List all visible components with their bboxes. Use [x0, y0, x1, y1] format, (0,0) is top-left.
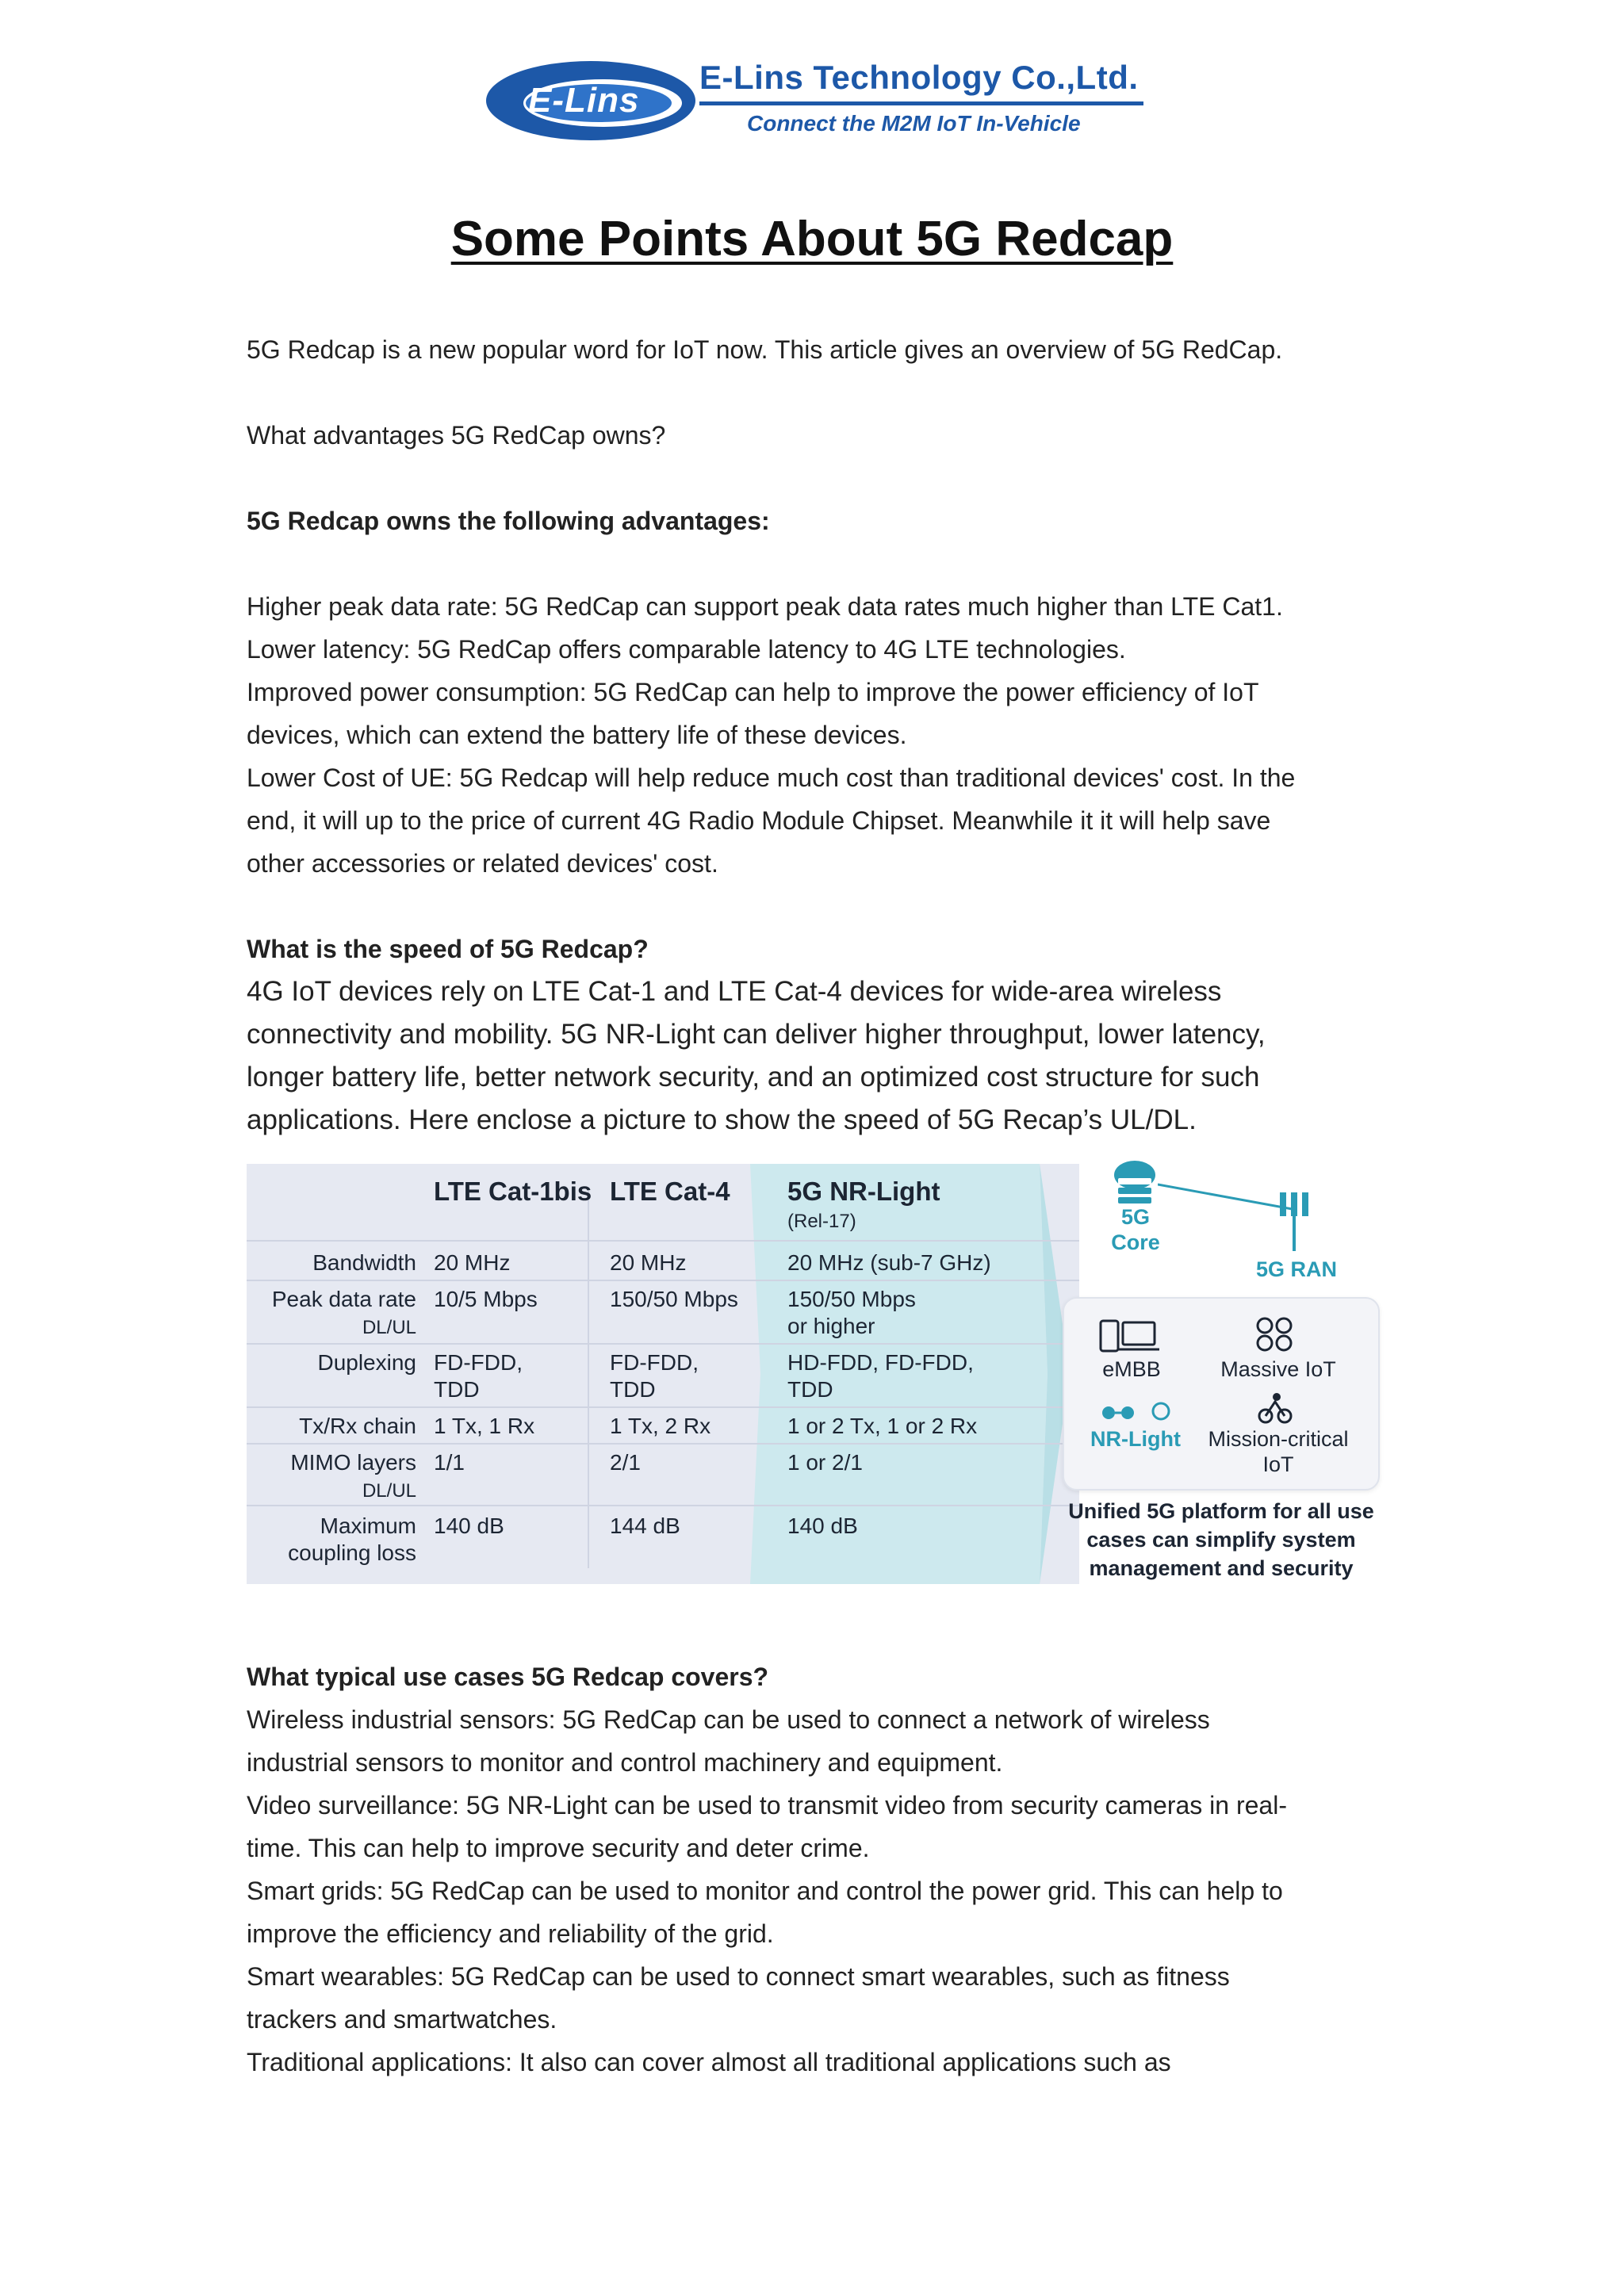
caption-line: management and security: [1089, 1556, 1354, 1580]
question-advantages: What advantages 5G RedCap owns?: [247, 421, 666, 450]
caption-line: cases can simplify system: [1086, 1528, 1356, 1552]
cell-coupling-cat4: 144 dB: [610, 1513, 680, 1538]
cloud-server-icon: [1107, 1158, 1162, 1205]
cell-txrx-nr: 1 or 2 Tx, 1 or 2 Rx: [787, 1414, 978, 1438]
advantage-line: Lower Cost of UE: 5G Redcap will help reduce much cost than traditional devices' cost. In the: [247, 763, 1296, 792]
wearables-icon: [1096, 1394, 1175, 1425]
header-5g-nr-light: 5G NR-Light: [787, 1177, 940, 1206]
cell-duplex-nr-b: TDD: [787, 1377, 833, 1402]
cell-bandwidth-cat1: 20 MHz: [434, 1250, 511, 1275]
advantages-heading: 5G Redcap owns the following advantages:: [247, 507, 770, 535]
label-peak-data-rate: Peak data rate: [271, 1287, 416, 1311]
cell-duplex-nr: HD-FDD, FD-FDD,: [787, 1350, 974, 1375]
embb-label: eMBB: [1102, 1357, 1161, 1381]
logo-wordmark: E-Lins: [528, 81, 640, 120]
cell-mimo-nr: 1 or 2/1: [787, 1450, 863, 1475]
intro-section: [247, 328, 1388, 371]
advantage-line: other accessories or related devices' cost.: [247, 849, 718, 878]
advantages-list: [247, 585, 1388, 885]
cell-peak-cat4: 150/50 Mbps: [610, 1287, 738, 1311]
cell-duplex-cat4: FD-FDD,: [610, 1350, 699, 1375]
company-logo: [484, 52, 1150, 155]
column-divider: [588, 1188, 589, 1568]
advantage-line: Improved power consumption: 5G RedCap can help to improve the power efficiency of IoT: [247, 678, 1259, 706]
company-name: E-Lins Technology Co.,Ltd.: [699, 59, 1139, 96]
advantages-heading-section: [247, 499, 1388, 542]
comparison-table-image: [247, 1164, 1079, 1584]
speed-line: longer battery life, better network security, and an optimized cost structure for such: [247, 1062, 1260, 1093]
use-case-line: Traditional applications: It also can cover almost all traditional applications such as: [247, 2048, 1171, 2076]
company-tagline: Connect the M2M IoT In-Vehicle: [747, 111, 1081, 136]
cell-duplex-cat1: FD-FDD,: [434, 1350, 523, 1375]
advantage-line: Higher peak data rate: 5G RedCap can support peak data rates much higher than LTE Cat1.: [247, 592, 1283, 621]
advantage-line: devices, which can extend the battery life of these devices.: [247, 721, 907, 749]
use-case-box: [1063, 1297, 1380, 1490]
label-mimo-sub: DL/UL: [362, 1480, 416, 1502]
use-case-line: Wireless industrial sensors: 5G RedCap can be used to connect a network of wireless: [247, 1705, 1210, 1734]
mission-critical-label-2: IoT: [1262, 1452, 1294, 1476]
speed-line: applications. Here enclose a picture to show the speed of 5G Recap’s UL/DL.: [247, 1104, 1197, 1135]
5g-platform-diagram: [1063, 1158, 1396, 1601]
speed-line: connectivity and mobility. 5G NR-Light can deliver higher throughput, lower latency,: [247, 1019, 1266, 1050]
use-case-line: time. This can help to improve security and deter crime.: [247, 1834, 870, 1862]
intro-paragraph: 5G Redcap is a new popular word for IoT now. This article gives an overview of 5G RedCap.: [247, 335, 1283, 364]
row-divider: [247, 1280, 1079, 1281]
label-coupling-loss: Maximum: [320, 1513, 416, 1538]
header-rel17: (Rel-17): [787, 1211, 856, 1232]
question-section: [247, 414, 1388, 457]
label-mimo: MIMO layers: [290, 1450, 416, 1475]
caption-line: Unified 5G platform for all use: [1068, 1499, 1374, 1523]
use-cases-section: [247, 1655, 1388, 2084]
advantage-line: end, it will up to the price of current 4G Radio Module Chipset. Meanwhile it it will help save: [247, 806, 1271, 835]
label-coupling-loss-sub: coupling loss: [288, 1540, 416, 1565]
row-divider: [247, 1443, 1079, 1445]
use-case-line: Smart wearables: 5G RedCap can be used to connect smart wearables, such as fitness: [247, 1962, 1230, 1991]
cell-mimo-cat1: 1/1: [434, 1450, 465, 1475]
label-peak-data-rate-sub: DL/UL: [362, 1317, 416, 1338]
cell-peak-nr-sub: or higher: [787, 1314, 875, 1338]
row-divider: [247, 1505, 1079, 1506]
nr-light-label: NR-Light: [1090, 1427, 1181, 1451]
massive-iot-label: Massive IoT: [1220, 1357, 1336, 1381]
label-duplexing: Duplexing: [317, 1350, 416, 1375]
advantage-line: Lower latency: 5G RedCap offers comparable latency to 4G LTE technologies.: [247, 635, 1126, 664]
cell-bandwidth-nr: 20 MHz (sub-7 GHz): [787, 1250, 991, 1275]
page-title: Some Points About 5G Redcap: [450, 212, 1174, 266]
logo-divider: [699, 101, 1143, 105]
row-divider: [247, 1343, 1079, 1345]
speed-heading: What is the speed of 5G Redcap?: [247, 935, 649, 963]
use-case-line: industrial sensors to monitor and control machinery and equipment.: [247, 1748, 1003, 1777]
core-label-2: Core: [1111, 1230, 1160, 1254]
label-bandwidth: Bandwidth: [312, 1250, 416, 1275]
cell-mimo-cat4: 2/1: [610, 1450, 641, 1475]
use-cases-heading: What typical use cases 5G Redcap covers?: [247, 1663, 769, 1691]
speed-line: 4G IoT devices rely on LTE Cat-1 and LTE Cat-4 devices for wide-area wireless: [247, 976, 1222, 1007]
cell-bandwidth-cat4: 20 MHz: [610, 1250, 687, 1275]
row-divider: [247, 1406, 1079, 1408]
mission-critical-label: Mission-critical: [1208, 1427, 1349, 1451]
phone-laptop-icon: [1099, 1314, 1162, 1354]
row-divider: [247, 1240, 1079, 1242]
speed-section: [247, 928, 1388, 1142]
use-case-line: Smart grids: 5G RedCap can be used to monitor and control the power grid. This can help to: [247, 1877, 1283, 1905]
antenna-tower-icon: [1270, 1189, 1318, 1253]
cell-peak-cat1: 10/5 Mbps: [434, 1287, 538, 1311]
use-case-line: improve the efficiency and reliability of the grid.: [247, 1919, 774, 1948]
cell-coupling-nr: 140 dB: [787, 1513, 858, 1538]
massive-iot-icon: [1254, 1316, 1294, 1353]
mission-critical-icon: [1258, 1392, 1293, 1424]
cell-peak-nr: 150/50 Mbps: [787, 1287, 916, 1311]
cell-txrx-cat4: 1 Tx, 2 Rx: [610, 1414, 711, 1438]
cell-txrx-cat1: 1 Tx, 1 Rx: [434, 1414, 535, 1438]
platform-caption: [1063, 1497, 1380, 1582]
use-case-line: trackers and smartwatches.: [247, 2005, 557, 2034]
header-lte-cat1bis: LTE Cat-1bis: [434, 1177, 592, 1206]
cell-duplex-cat4-b: TDD: [610, 1377, 656, 1402]
use-case-line: Video surveillance: 5G NR-Light can be used to transmit video from security cameras in real-: [247, 1791, 1287, 1820]
label-txrx: Tx/Rx chain: [299, 1414, 416, 1438]
core-label: 5G: [1120, 1205, 1151, 1229]
cell-coupling-cat1: 140 dB: [434, 1513, 504, 1538]
cell-duplex-cat1-b: TDD: [434, 1377, 480, 1402]
ran-label: 5G RAN: [1255, 1257, 1337, 1281]
header-lte-cat4: LTE Cat-4: [610, 1177, 730, 1206]
